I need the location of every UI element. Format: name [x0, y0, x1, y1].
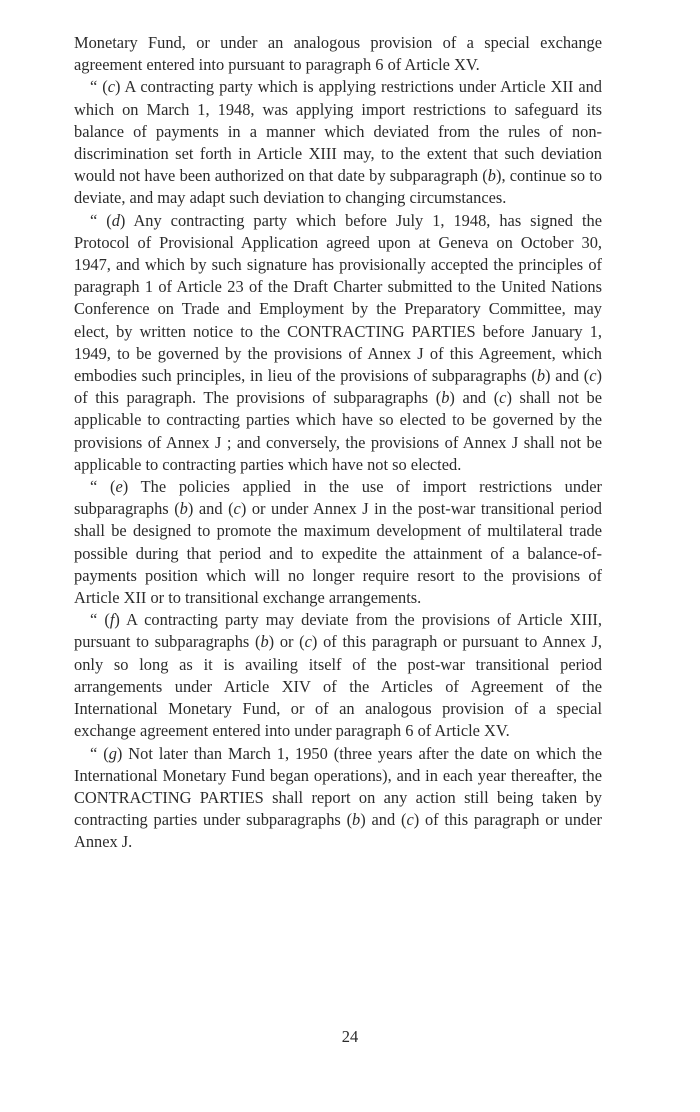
paragraph-label: e	[115, 477, 123, 497]
paragraph-text: Monetary Fund, or under an analogous provision of a special exchange agreement entered into pursuant to paragraph 6 of Article XV.	[74, 33, 602, 75]
paragraph-d	[74, 210, 602, 476]
paragraph-c	[74, 76, 602, 209]
paragraph-label: c	[107, 77, 115, 97]
document-body	[74, 32, 602, 854]
paragraph-continuation	[74, 32, 602, 76]
paragraph-prefix: “ (	[90, 77, 108, 97]
paragraph-g	[74, 743, 602, 854]
paragraph-prefix: “ (	[90, 610, 110, 630]
page-number: 24	[341, 1027, 359, 1046]
paragraph-prefix: “ (	[90, 210, 112, 230]
paragraph-label: d	[111, 210, 120, 230]
paragraph-text: ) A contracting party which is applying restrictions under Article XII and which on March 1, 1948, was applying import restrictions to safeguard its balance of payments in a manner which deviated from the rules of non-discrimination set forth in Article XIII may, to the extent that such deviation would not have been authorized on that date by subparagraph (b), continue so to deviate, and may adapt such deviation to changing circumstances.	[74, 77, 603, 208]
paragraph-e	[74, 476, 602, 609]
paragraph-text: ) A contracting party may deviate from the provisions of Article XIII, pursuant to subparagraphs (b) or (c) of this paragraph or pursuant to Annex J, only so long as it is availing itself of the post-war transitional period arrangements under Article XIV of the Articles of Agreement of the International Monetary Fund, or of an analogous provision of a special exchange agreement entered into under paragraph 6 of Article XV.	[74, 610, 602, 741]
paragraph-prefix: “ (	[90, 477, 116, 497]
paragraph-text: ) The policies applied in the use of import restrictions under subparagraphs (b) and (c) or under Annex J in the post-war transitional period shall be designed to promote the maximum development of multilateral trade possible during that period and to expedite the attainment of a balance-of-payments position which will no longer require resort to the provisions of Article XII or to transitional exchange arrangements.	[74, 477, 602, 608]
paragraph-label: g	[108, 743, 117, 763]
paragraph-text: ) Any contracting party which before July 1, 1948, has signed the Protocol of Provisional Application agreed upon at Geneva on October 30, 1947, and which by such signature has provisionally accepted the principles of paragraph 1 of Article 23 of the Draft Charter submitted to the United Nations Conference on Trade and Employment by the Preparatory Committee, may elect, by written notice to the CONTRACTING PARTIES before January 1, 1949, to be governed by the provisions of Annex J of this Agreement, which embodies such principles, in lieu of the provisions of subparagraphs (b) and (c) of this paragraph. The provisions of subparagraphs (b) and (c) shall not be applicable to contracting parties which have so elected to be governed by the provisions of Annex J ; and conversely, the provisions of Annex J shall not be applicable to contracting parties which have not so elected.	[74, 210, 602, 474]
paragraph-label: f	[109, 610, 115, 630]
paragraph-text: ) Not later than March 1, 1950 (three years after the date on which the International Monetary Fund began operations), and in each year thereafter, the CONTRACTING PARTIES shall report on any action still being taken by contracting parties under subparagraphs (b) and (c) of this paragraph or under Annex J.	[74, 743, 602, 852]
paragraph-prefix: “ (	[90, 743, 109, 763]
paragraph-f	[74, 609, 602, 742]
